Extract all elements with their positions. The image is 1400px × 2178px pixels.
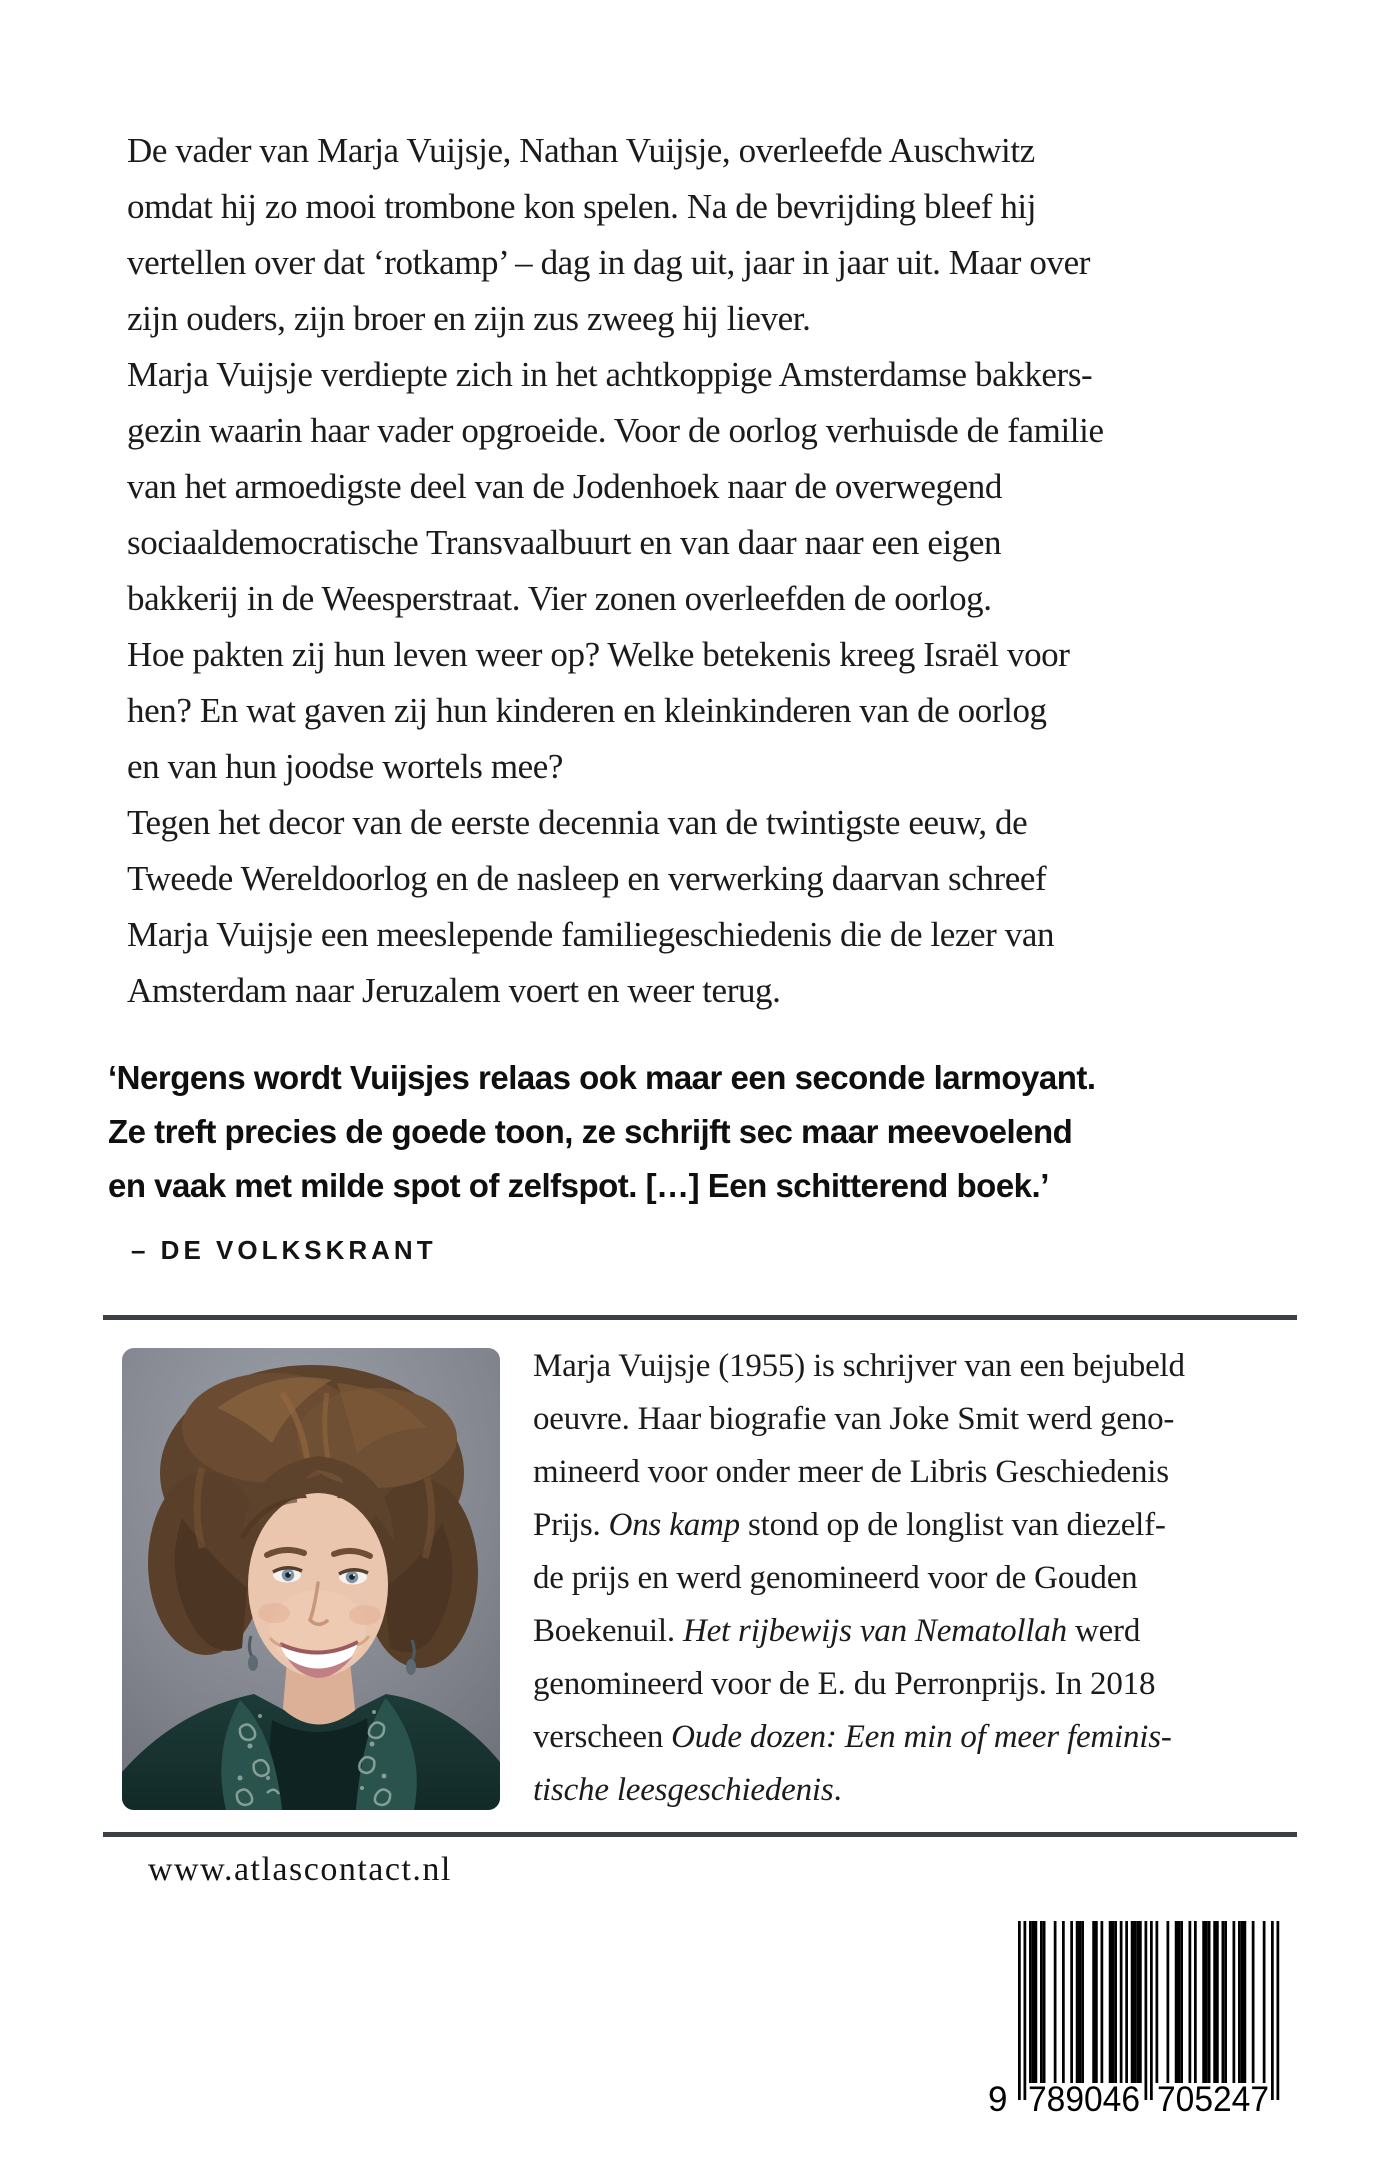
text-line: Hoe pakten zij hun leven weer op? Welke betekenis kreeg Israël voor xyxy=(127,635,1070,674)
author-bio xyxy=(533,1340,1303,1817)
text-line: genomineerd voor de E. du Perronprijs. In 2018 xyxy=(533,1666,1156,1702)
text-line: oeuvre. Haar biografie van Joke Smit werd geno- xyxy=(533,1401,1175,1437)
text-line: gezin waarin haar vader opgroeide. Voor de oorlog verhuisde de familie xyxy=(127,411,1104,450)
text-line: en vaak met milde spot of zelfspot. […] Een schitterend boek.’ xyxy=(108,1167,1049,1204)
isbn-barcode xyxy=(985,1921,1285,2117)
text-line: verscheen Oude dozen: Een min of meer feminis- xyxy=(533,1719,1172,1755)
text-line: Amsterdam naar Jeruzalem voert en weer terug. xyxy=(127,971,781,1010)
publisher-website: www.atlascontact.nl xyxy=(148,1851,452,1888)
text-line: Tegen het decor van de eerste decennia van de twintigste eeuw, de xyxy=(127,803,1028,842)
text-line: ‘Nergens wordt Vuijsjes relaas ook maar een seconde larmoyant. xyxy=(108,1059,1096,1096)
press-quote-attribution: – DE VOLKSKRANT xyxy=(131,1235,437,1265)
back-cover-blurb xyxy=(127,123,1307,1019)
text-line: zijn ouders, zijn broer en zijn zus zweeg hij liever. xyxy=(127,299,811,338)
text-line: Marja Vuijsje een meeslepende familiegeschiedenis die de lezer van xyxy=(127,915,1055,954)
text-line: Prijs. Ons kamp stond op de longlist van diezelf- xyxy=(533,1507,1166,1543)
text-line: De vader van Marja Vuijsje, Nathan Vuijsje, overleefde Auschwitz xyxy=(127,131,1035,170)
text-line: mineerd voor onder meer de Libris Geschiedenis xyxy=(533,1454,1169,1490)
text-line: Marja Vuijsje (1955) is schrijver van een bejubeld xyxy=(533,1348,1185,1384)
text-line: Marja Vuijsje verdiepte zich in het achtkoppige Amsterdamse bakkers- xyxy=(127,355,1093,394)
text-line: van het armoedigste deel van de Jodenhoek naar de overwegend xyxy=(127,467,1002,506)
text-line: sociaaldemocratische Transvaalbuurt en van daar naar een eigen xyxy=(127,523,1002,562)
text-line: Boekenuil. Het rijbewijs van Nematollah werd xyxy=(533,1613,1141,1649)
barcode-digits: 9 xyxy=(988,2080,1008,2117)
text-line: omdat hij zo mooi trombone kon spelen. Na de bevrijding bleef hij xyxy=(127,187,1037,226)
text-line: en van hun joodse wortels mee? xyxy=(127,747,564,786)
divider-rule-top xyxy=(103,1315,1297,1320)
barcode-digits: 789046 xyxy=(1028,2080,1140,2117)
text-line: vertellen over dat ‘rotkamp’ – dag in dag uit, jaar in jaar uit. Maar over xyxy=(127,243,1090,282)
divider-rule-bottom xyxy=(103,1832,1297,1837)
text-line: de prijs en werd genomineerd voor de Gouden xyxy=(533,1560,1138,1596)
text-line: tische leesgeschiedenis. xyxy=(533,1772,842,1808)
author-portrait-photo xyxy=(122,1348,500,1810)
ean13-barcode-graphic xyxy=(985,1921,1285,2117)
barcode-digits: 705247 xyxy=(1157,2080,1269,2117)
text-line: Ze treft precies de goede toon, ze schrijft sec maar meevoelend xyxy=(108,1113,1073,1150)
text-line: bakkerij in de Weesperstraat. Vier zonen overleefden de oorlog. xyxy=(127,579,992,618)
press-quote xyxy=(108,1051,1308,1213)
text-line: Tweede Wereldoorlog en de nasleep en verwerking daarvan schreef xyxy=(127,859,1047,898)
author-portrait-illustration xyxy=(122,1348,500,1810)
text-line: hen? En wat gaven zij hun kinderen en kleinkinderen van de oorlog xyxy=(127,691,1047,730)
